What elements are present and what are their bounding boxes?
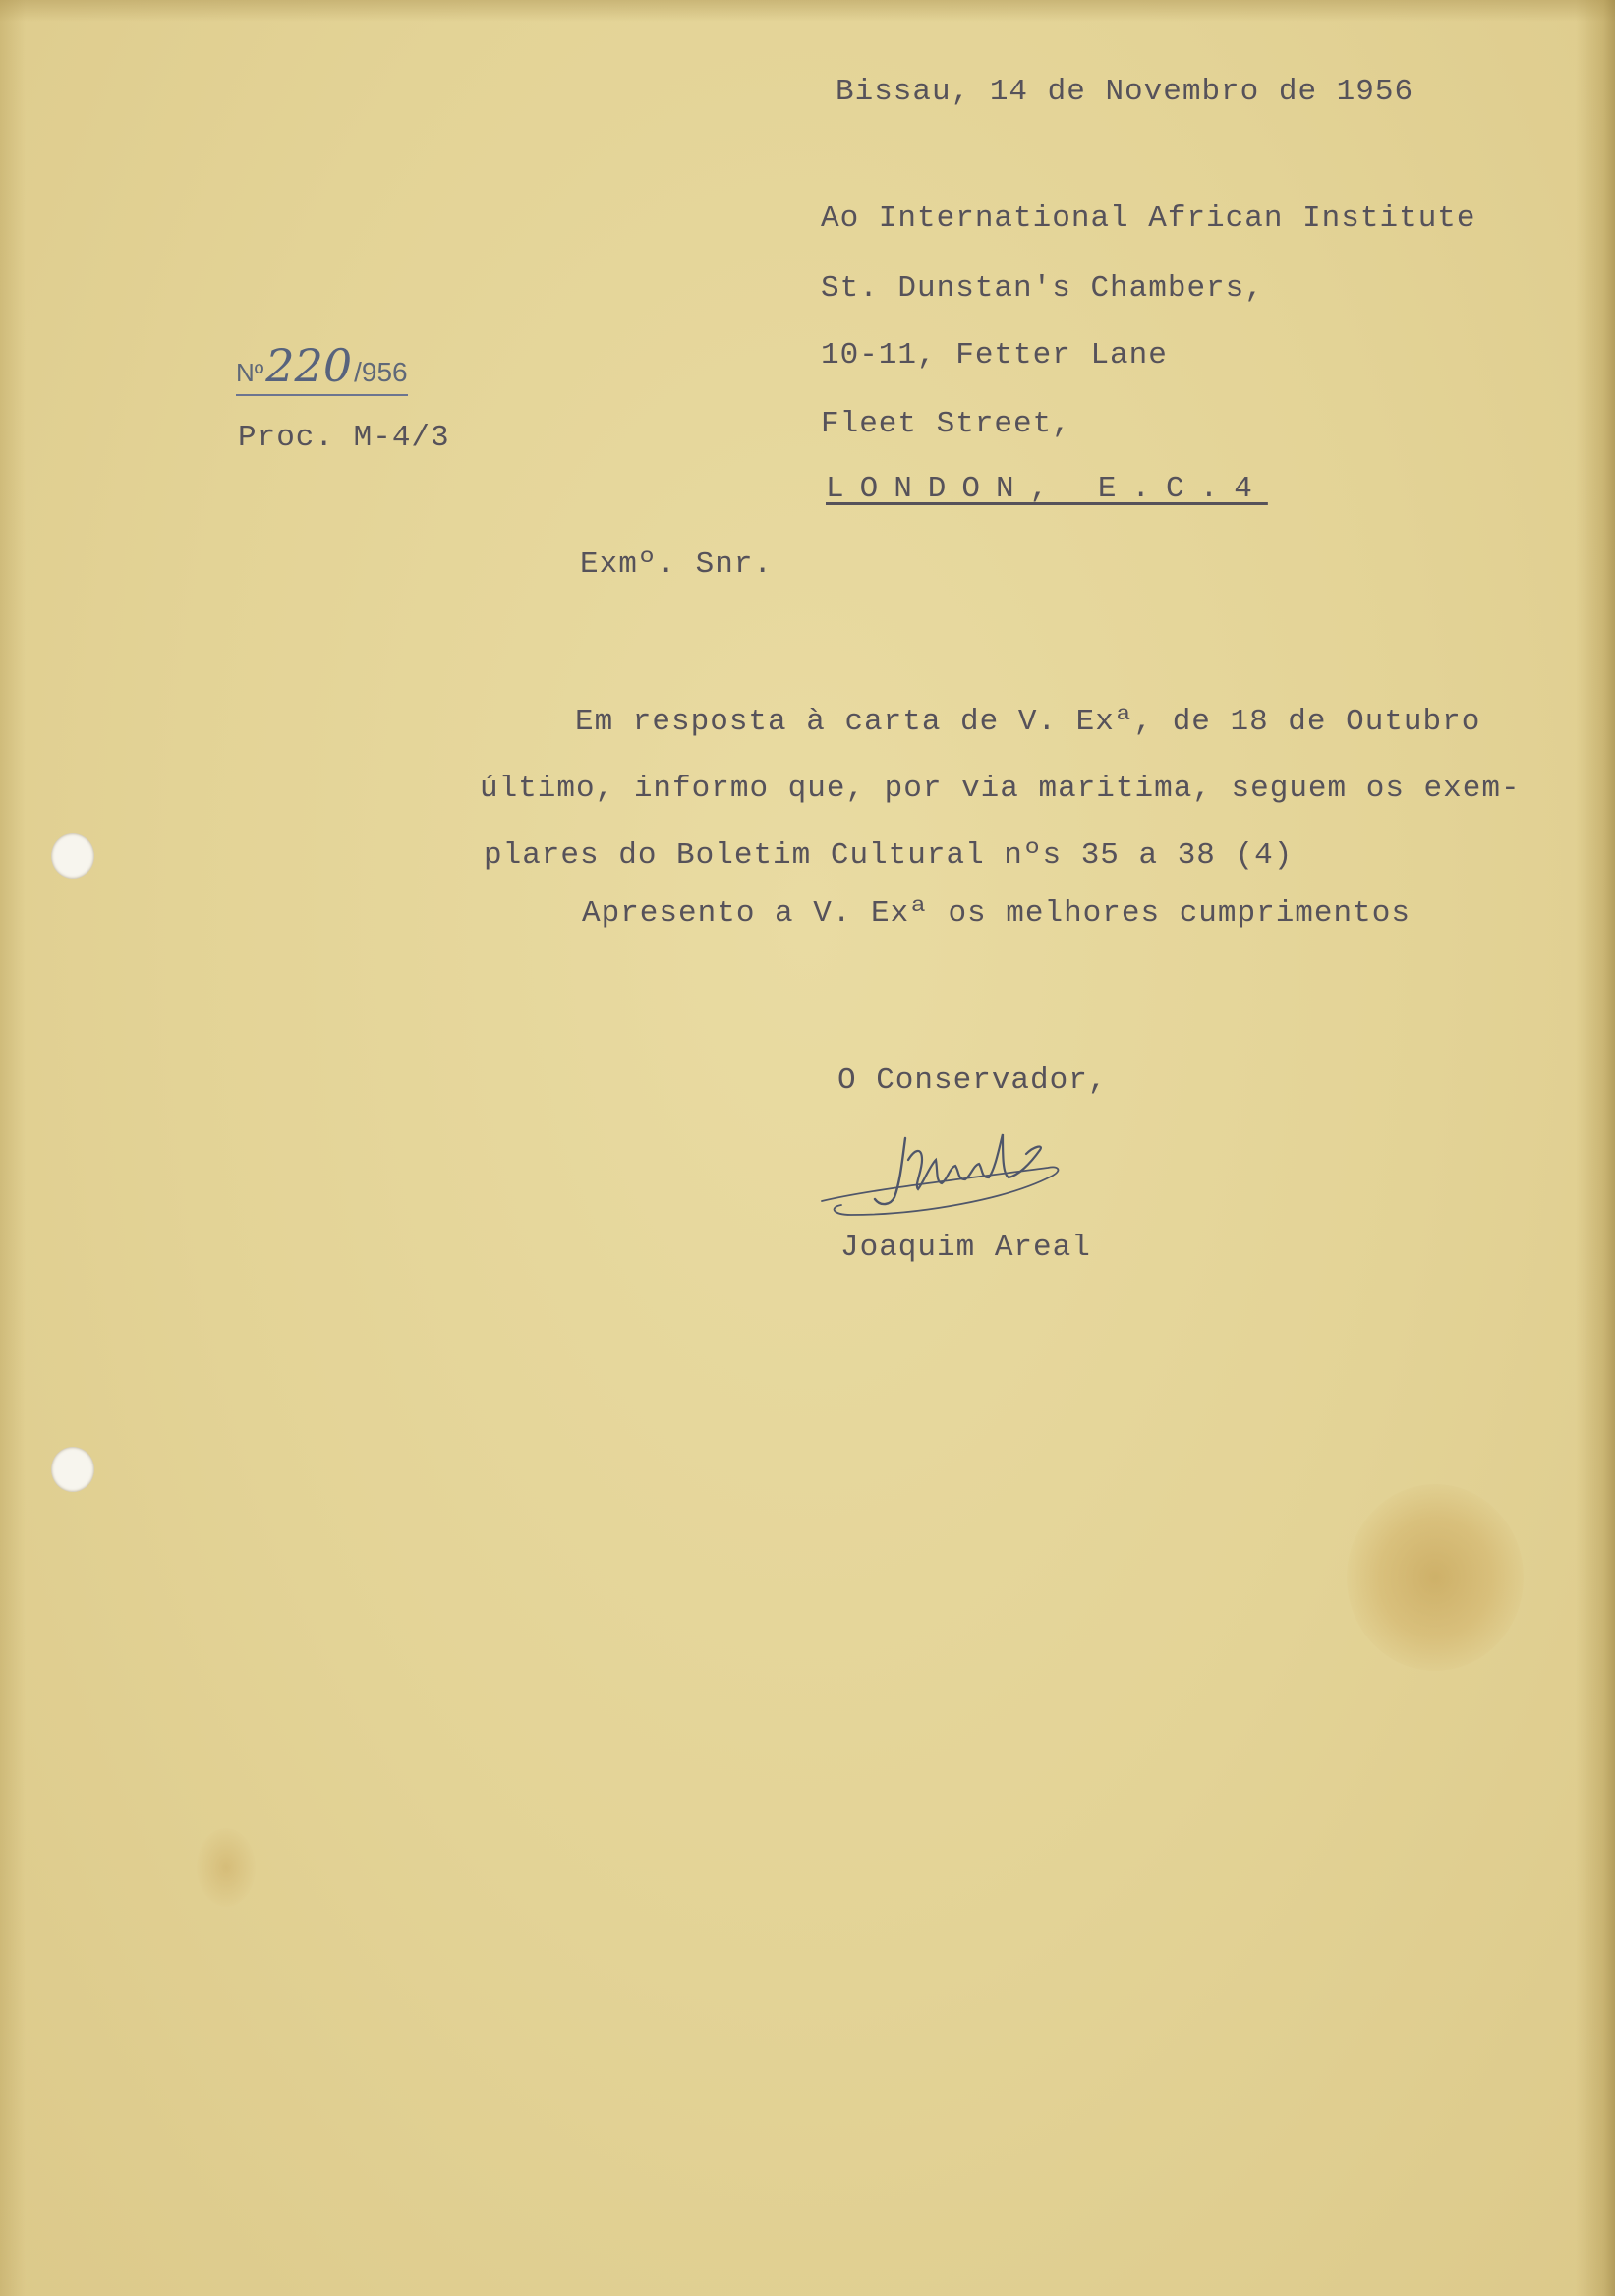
- body-line-3: plares do Boletim Cultural nºs 35 a 38 (4): [484, 838, 1294, 873]
- reference-number: [236, 339, 408, 396]
- handwritten-signature: [812, 1120, 1107, 1229]
- reference-prefix: Nº: [236, 358, 264, 387]
- process-reference: Proc. M-4/3: [238, 421, 450, 455]
- reference-year: /956: [354, 357, 408, 387]
- paper-stain-small: [197, 1828, 256, 1907]
- punch-hole-bottom: [51, 1447, 94, 1492]
- recipient-line-4: Fleet Street,: [821, 407, 1071, 441]
- closing-line: Apresento a V. Exª os melhores cumprimentos: [582, 896, 1411, 931]
- body-line-2: último, informo que, por via maritima, seguem os exem-: [480, 772, 1521, 806]
- paper-edge-right: [1576, 0, 1615, 2296]
- paper-edge-top: [0, 0, 1615, 22]
- recipient-line-1: Ao International African Institute: [821, 201, 1476, 236]
- recipient-city: LONDON, E.C.4: [826, 472, 1268, 506]
- recipient-line-3: 10-11, Fetter Lane: [821, 338, 1168, 373]
- paper-edge-left: [0, 0, 26, 2296]
- reference-handwritten-number: 220: [265, 339, 353, 392]
- body-line-1: Em resposta à carta de V. Exª, de 18 de Outubro: [575, 705, 1481, 739]
- paper-stain: [1347, 1484, 1524, 1671]
- signatory-title: O Conservador,: [837, 1063, 1108, 1098]
- salutation: Exmº. Snr.: [580, 547, 774, 582]
- signatory-name: Joaquim Areal: [840, 1231, 1091, 1265]
- recipient-line-2: St. Dunstan's Chambers,: [821, 271, 1264, 306]
- punch-hole-top: [51, 833, 94, 879]
- dateline: Bissau, 14 de Novembro de 1956: [836, 75, 1414, 109]
